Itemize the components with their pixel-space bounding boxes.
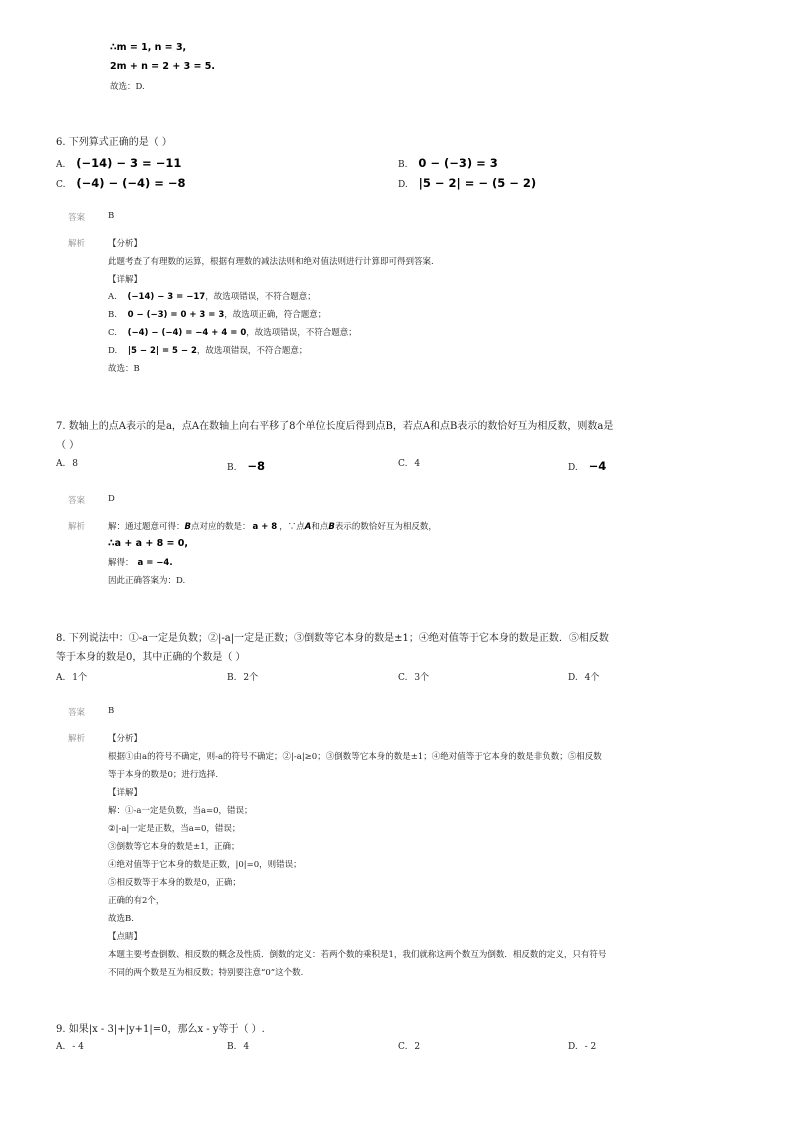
q7-analysis-label: 解析 xyxy=(68,522,86,532)
q6-analysis-head: 【分析】 xyxy=(108,239,143,249)
q8-option-b[interactable] xyxy=(227,670,258,683)
option-label: D. xyxy=(568,463,578,473)
q9-option-a[interactable] xyxy=(56,1042,84,1052)
option-text: 8 xyxy=(72,459,78,469)
q7-option-c[interactable] xyxy=(398,459,420,469)
option-text: - 4 xyxy=(72,1042,84,1052)
q6-detail-b: B. 0 − (−3) = 0 + 3 = 3，故选项正确，符合题意； xyxy=(108,310,327,320)
q9-stem: 9. 如果|x - 3|+|y+1|=0，那么x - y等于（ ）. xyxy=(56,1024,265,1035)
option-label: D. xyxy=(398,180,408,190)
option-label: B. xyxy=(227,673,237,683)
q7-answer-value: D xyxy=(108,494,115,504)
option-text: 4 xyxy=(414,459,421,469)
q8-detail-line: 故选B. xyxy=(108,914,134,924)
q7-analysis-line-3: 解得： a = −4. xyxy=(108,558,173,568)
option-text: 4个 xyxy=(584,673,600,683)
option-label: C. xyxy=(398,459,408,469)
q8-option-c[interactable] xyxy=(398,670,429,683)
option-text: −4 xyxy=(588,459,607,473)
q8-comment-line-1: 本题主要考查倒数、相反数的概念及性质．倒数的定义：若两个数的乘积是1，我们就称这两个数互为倒数．相反数的定义，只有符号 xyxy=(108,950,607,960)
q8-stem-line-2: 等于本身的数是0，其中正确的个数是（ ） xyxy=(56,652,246,663)
option-label: A. xyxy=(56,459,66,469)
q8-comment-line-2: 不同的两个数是互为相反数；特别要注意“0”这个数. xyxy=(108,968,304,978)
option-label: B. xyxy=(227,463,237,473)
q8-analysis-line-2: 等于本身的数是0；进行选择. xyxy=(108,770,219,780)
q8-analysis-line-1: 根据①由a的符号不确定，则-a的符号不确定；②|-a|≥0；③倒数等它本身的数是±1；④绝对值等于它本身的数是非负数；⑤相反数 xyxy=(108,752,602,762)
q8-analysis-head: 【分析】 xyxy=(108,734,143,744)
option-text: 2个 xyxy=(243,673,259,683)
q6-analysis-text: 此题考查了有理数的运算，根据有理数的减法法则和绝对值法则进行计算即可得到答案. xyxy=(108,257,434,267)
option-text: 1个 xyxy=(72,673,87,683)
q9-option-c[interactable] xyxy=(398,1042,420,1052)
q8-comment-head: 【点睛】 xyxy=(108,932,143,942)
option-text: −8 xyxy=(247,459,265,473)
option-label: A. xyxy=(56,1042,66,1052)
option-label: B. xyxy=(227,1042,237,1052)
q8-detail-line: ③倒数等它本身的数是±1，正确； xyxy=(108,842,240,852)
q9-option-d[interactable] xyxy=(568,1042,596,1052)
option-label: C. xyxy=(398,1042,408,1052)
q6-conclusion: 故选：B xyxy=(108,364,140,374)
option-label: B. xyxy=(398,160,408,170)
q6-option-d[interactable] xyxy=(398,176,536,190)
q8-answer-label: 答案 xyxy=(68,708,86,718)
q8-option-d[interactable] xyxy=(568,670,599,683)
option-label: C. xyxy=(56,180,66,190)
q6-detail-head: 【详解】 xyxy=(108,275,143,285)
q8-analysis-label: 解析 xyxy=(68,734,86,744)
q7-analysis-line-1: 解：通过题意可得：B点对应的数是： a + 8 ，∵点A和点B表示的数恰好互为相反数， xyxy=(108,522,437,532)
q6-detail-c: C. (−4) − (−4) = −4 + 4 = 0，故选项错误，不符合题意； xyxy=(108,328,357,338)
option-expr: 0 − (−3) = 3 xyxy=(418,156,498,170)
q8-detail-line: ④绝对值等于它本身的数是正数，|0|=0，则错误； xyxy=(108,860,302,870)
q6-stem: 6. 下列算式正确的是（ ） xyxy=(56,137,172,148)
q5-step-2: 2m + n = 2 + 3 = 5. xyxy=(110,61,216,72)
q6-detail-a: A. (−14) − 3 = −17，故选项错误，不符合题意； xyxy=(108,292,316,302)
q6-answer-value: B xyxy=(108,211,115,221)
q7-analysis-line-4: 因此正确答案为：D. xyxy=(108,576,186,586)
q8-detail-head: 【详解】 xyxy=(108,788,143,798)
option-text: - 2 xyxy=(584,1042,597,1052)
option-text: 2 xyxy=(414,1042,421,1052)
q7-option-a[interactable] xyxy=(56,459,78,469)
q7-option-d[interactable] xyxy=(568,459,606,473)
q7-analysis-line-2: ∴a + a + 8 = 0, xyxy=(108,538,188,549)
option-expr: (−14) − 3 = −11 xyxy=(76,156,182,170)
q6-detail-d: D. |5 − 2| = 5 − 2，故选项错误，不符合题意； xyxy=(108,346,308,356)
q6-answer-label: 答案 xyxy=(68,213,86,223)
q6-analysis-label: 解析 xyxy=(68,239,86,249)
q6-option-b[interactable] xyxy=(398,156,498,170)
q8-detail-line: 正确的有2个， xyxy=(108,896,165,906)
q7-stem-line-2: （ ） xyxy=(56,440,80,451)
q8-detail-line: 解：①-a一定是负数，当a=0，错误； xyxy=(108,806,253,816)
q8-detail-line: ②|-a|一定是正数，当a=0，错误； xyxy=(108,824,241,834)
q6-option-c[interactable] xyxy=(56,176,186,190)
option-label: A. xyxy=(56,160,66,170)
q5-step-1: ∴m = 1, n = 3, xyxy=(110,42,187,53)
q7-answer-label: 答案 xyxy=(68,496,86,506)
option-expr: |5 − 2| = − (5 − 2) xyxy=(418,176,537,190)
option-label: C. xyxy=(398,673,408,683)
option-label: A. xyxy=(56,673,66,683)
option-label: D. xyxy=(568,1042,578,1052)
option-expr: (−4) − (−4) = −8 xyxy=(76,176,186,190)
q6-option-a[interactable] xyxy=(56,156,181,170)
q8-answer-value: B xyxy=(108,706,115,716)
q9-option-b[interactable] xyxy=(227,1042,249,1052)
option-text: 3个 xyxy=(414,673,430,683)
q8-detail-line: ⑤相反数等于本身的数是0，正确； xyxy=(108,878,241,888)
q8-stem-line-1: 8. 下列说法中：①-a一定是负数；②|-a|一定是正数；③倒数等它本身的数是±1；④绝对值等于它本身的数是正数．⑤相反数 xyxy=(56,633,609,644)
q5-conclusion: 故选：D. xyxy=(110,82,145,92)
option-text: 4 xyxy=(243,1042,250,1052)
q8-option-a[interactable] xyxy=(56,670,87,683)
option-label: D. xyxy=(568,673,578,683)
q7-stem-line-1: 7. 数轴上的点A表示的是a，点A在数轴上向右平移了8个单位长度后得到点B，若点A和点B表示的数恰好互为相反数，则数a是 xyxy=(56,421,614,432)
q7-option-b[interactable] xyxy=(227,459,265,473)
